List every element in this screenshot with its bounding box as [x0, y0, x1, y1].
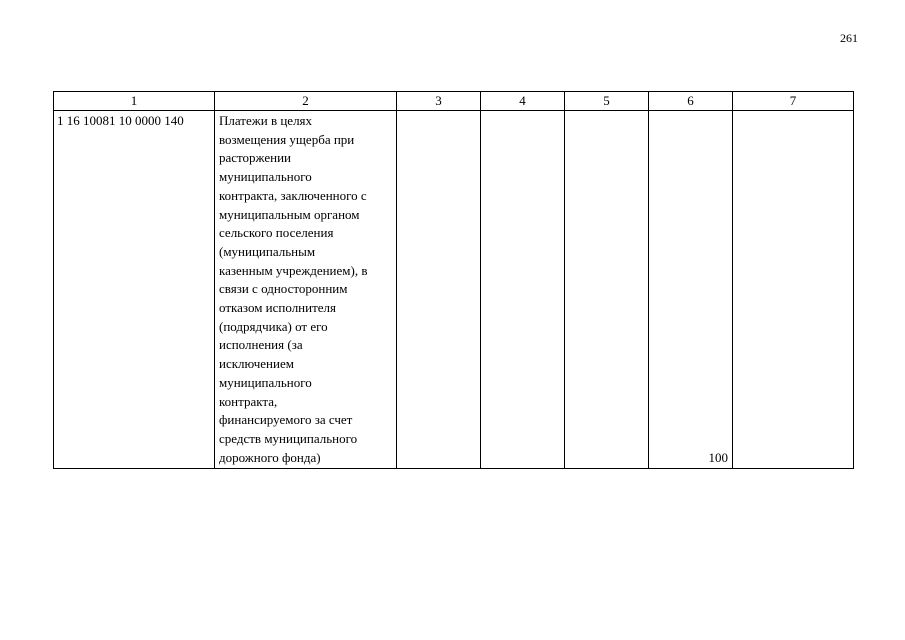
income-name-line: финансируемого за счет: [219, 412, 353, 428]
column-5-cell: [565, 111, 649, 469]
income-name-line: сельского поселения: [219, 225, 334, 241]
column-7-cell: [733, 111, 854, 469]
column-header-2: 2: [215, 92, 397, 111]
column-header-4: 4: [481, 92, 565, 111]
income-name-line: контракта, заключенного с: [219, 187, 367, 203]
income-name-line: муниципального: [219, 374, 312, 390]
column-header-7: 7: [733, 92, 854, 111]
page-number: 261: [840, 31, 858, 45]
income-name-line: контракта,: [219, 393, 278, 409]
income-name-line: Платежи в целях: [219, 113, 313, 128]
column-header-6: 6: [649, 92, 733, 111]
income-name-line: (муниципальным: [219, 243, 316, 259]
income-name-line: муниципальным органом: [219, 206, 360, 222]
income-name-line: исключением: [219, 356, 294, 372]
header-row: [54, 92, 854, 111]
income-name-line: связи с односторонним: [219, 281, 348, 297]
income-name-line: возмещения ущерба при: [219, 131, 355, 147]
income-name-line: исполнения (за: [219, 337, 303, 353]
income-name-line: отказом исполнителя: [219, 300, 337, 316]
column-6-cell: 100: [649, 111, 733, 469]
income-name-line: (подрядчика) от его: [219, 318, 328, 334]
income-name-line: дорожного фонда): [219, 449, 321, 465]
column-header-1: 1: [54, 92, 215, 111]
column-3-cell: [397, 111, 481, 469]
column-header-3: 3: [397, 92, 481, 111]
table-row: [54, 111, 854, 469]
budget-table: [53, 91, 854, 469]
income-name-line: средств муниципального: [219, 430, 358, 446]
income-name-line: казенным учреждением), в: [219, 262, 368, 278]
income-code-cell: 1 16 10081 10 0000 140: [54, 111, 215, 469]
income-name-line: муниципального: [219, 169, 312, 185]
income-name-cell: [215, 111, 397, 469]
column-4-cell: [481, 111, 565, 469]
column-header-5: 5: [565, 92, 649, 111]
income-name-line: расторжении: [219, 150, 292, 166]
